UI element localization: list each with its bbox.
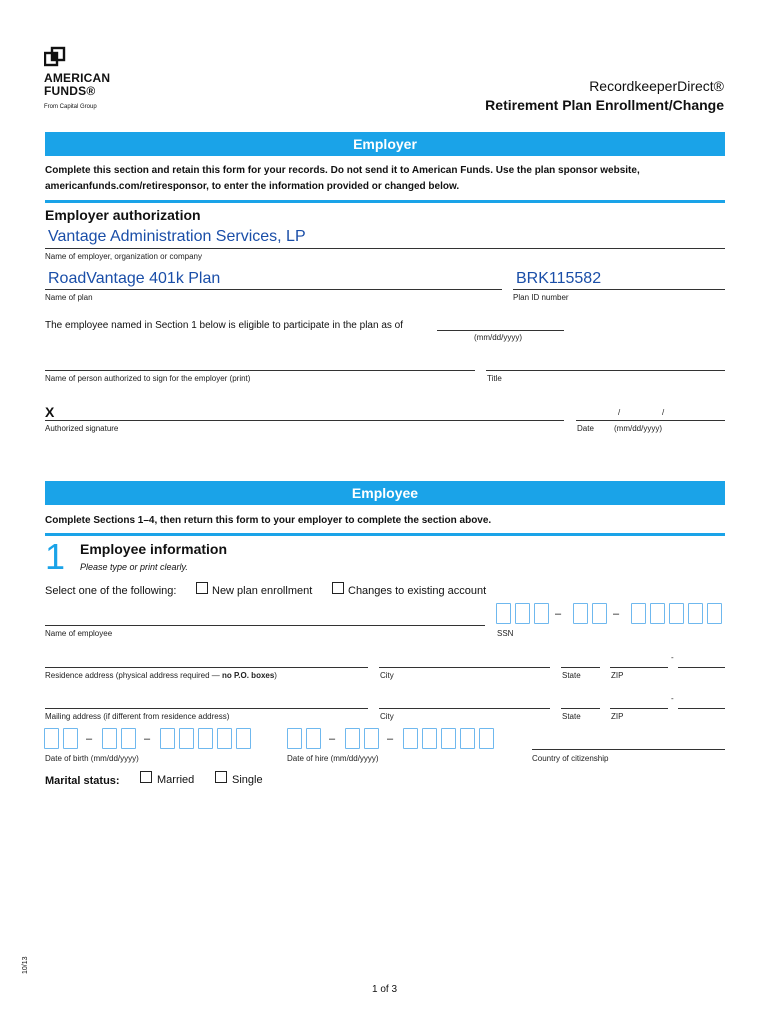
dob-digit-box[interactable]: [160, 728, 175, 749]
date-dash: –: [329, 733, 336, 745]
doh-digit-box[interactable]: [460, 728, 475, 749]
changes-existing-label: Changes to existing account: [348, 585, 487, 597]
date-caption: Date: [577, 424, 594, 433]
doh-digit-box[interactable]: [403, 728, 418, 749]
ssn-digit-box[interactable]: [650, 603, 665, 624]
mailing-address-field[interactable]: [45, 708, 368, 709]
section-divider: [45, 200, 725, 203]
dob-digit-box[interactable]: [121, 728, 136, 749]
section-number: 1: [45, 536, 66, 577]
residence-address-field[interactable]: [45, 667, 368, 668]
residence-zip-field[interactable]: [610, 667, 668, 668]
ssn-digit-box[interactable]: [707, 603, 722, 624]
signer-name-field[interactable]: [45, 370, 475, 371]
employer-section-bar: Employer: [45, 132, 725, 156]
product-name: RecordkeeperDirect®: [589, 78, 724, 94]
form-version-code: 10/13: [22, 956, 29, 974]
residence-city-field[interactable]: [379, 667, 550, 668]
american-funds-logo-icon: [44, 46, 66, 68]
date-slash: /: [618, 408, 621, 417]
new-enrollment-checkbox[interactable]: [196, 582, 208, 594]
eligibility-statement: The employee named in Section 1 below is eligible to participate in the plan as of: [45, 320, 403, 331]
ssn-digit-box[interactable]: [496, 603, 511, 624]
zip-dash: -: [671, 694, 674, 703]
zip-caption: ZIP: [611, 712, 624, 721]
employee-name-field[interactable]: [45, 625, 485, 626]
dob-digit-box[interactable]: [198, 728, 213, 749]
signer-title-field[interactable]: [486, 370, 725, 371]
date-of-hire-caption: Date of hire (mm/dd/yyyy): [287, 754, 379, 763]
section-subtitle: Please type or print clearly.: [80, 562, 188, 572]
mailing-zip-ext-field[interactable]: [678, 708, 725, 709]
new-enrollment-label: New plan enrollment: [212, 585, 313, 597]
mailing-city-field[interactable]: [379, 708, 550, 709]
employer-instructions: Complete this section and retain this form for your records. Do not send it to American Funds. Use the plan sponsor website, americanfunds.com/retiresponsor, to enter the information provided or changed below.: [45, 165, 640, 192]
country-of-citizenship-caption: Country of citizenship: [532, 754, 609, 763]
changes-existing-checkbox[interactable]: [332, 582, 344, 594]
plan-name-value: RoadVantage 401k Plan: [48, 270, 221, 287]
eligibility-date-field[interactable]: [437, 330, 564, 331]
date-format-caption: (mm/dd/yyyy): [614, 424, 662, 433]
doh-digit-box[interactable]: [441, 728, 456, 749]
form-title: Retirement Plan Enrollment/Change: [485, 97, 724, 113]
single-checkbox[interactable]: [215, 771, 227, 783]
ssn-digit-box[interactable]: [534, 603, 549, 624]
plan-id-field[interactable]: [513, 289, 725, 290]
ssn-digit-box[interactable]: [515, 603, 530, 624]
employee-information-heading: Employee information: [80, 541, 228, 557]
employer-authorization-heading: Employer authorization: [45, 207, 201, 223]
employer-name-value: Vantage Administration Services, LP: [48, 228, 306, 245]
state-caption: State: [562, 671, 581, 680]
ssn-dash: –: [613, 608, 620, 620]
date-slash: /: [662, 408, 665, 417]
doh-digit-box[interactable]: [306, 728, 321, 749]
employee-section-bar: Employee: [45, 481, 725, 505]
ssn-digit-box[interactable]: [631, 603, 646, 624]
employer-name-caption: Name of employer, organization or company: [45, 252, 202, 261]
mailing-address-caption: Mailing address (if different from residence address): [45, 712, 230, 721]
mailing-state-field[interactable]: [561, 708, 600, 709]
ssn-digit-box[interactable]: [592, 603, 607, 624]
residence-state-field[interactable]: [561, 667, 600, 668]
married-checkbox[interactable]: [140, 771, 152, 783]
zip-dash: -: [671, 653, 674, 662]
doh-digit-box[interactable]: [364, 728, 379, 749]
dob-digit-box[interactable]: [179, 728, 194, 749]
signer-title-caption: Title: [487, 374, 502, 383]
eligibility-date-caption: (mm/dd/yyyy): [474, 333, 522, 342]
marital-status-label: Marital status:: [45, 775, 120, 787]
state-caption: State: [562, 712, 581, 721]
authorized-signature-field[interactable]: [45, 420, 564, 421]
doh-digit-box[interactable]: [345, 728, 360, 749]
employee-instructions: Complete Sections 1–4, then return this form to your employer to complete the section above.: [45, 515, 492, 526]
doh-digit-box[interactable]: [479, 728, 494, 749]
authorized-signature-caption: Authorized signature: [45, 424, 119, 433]
plan-name-caption: Name of plan: [45, 293, 93, 302]
plan-id-caption: Plan ID number: [513, 293, 569, 302]
dob-digit-box[interactable]: [63, 728, 78, 749]
city-caption: City: [380, 712, 394, 721]
country-of-citizenship-field[interactable]: [532, 749, 725, 750]
date-dash: –: [86, 733, 93, 745]
dob-digit-box[interactable]: [217, 728, 232, 749]
date-dash: –: [144, 733, 151, 745]
dob-digit-box[interactable]: [236, 728, 251, 749]
doh-digit-box[interactable]: [422, 728, 437, 749]
employer-name-field[interactable]: [45, 248, 725, 249]
brand-subtitle: From Capital Group: [44, 104, 97, 110]
plan-id-value: BRK115582: [516, 270, 602, 287]
section-divider: [45, 533, 725, 536]
residence-zip-ext-field[interactable]: [678, 667, 725, 668]
date-of-birth-caption: Date of birth (mm/dd/yyyy): [45, 754, 139, 763]
date-dash: –: [387, 733, 394, 745]
page-number: 1 of 3: [372, 984, 398, 995]
dob-digit-box[interactable]: [102, 728, 117, 749]
city-caption: City: [380, 671, 394, 680]
brand-name: AMERICAN FUNDS®: [44, 71, 111, 98]
signature-date-field[interactable]: [576, 420, 725, 421]
ssn-digit-box[interactable]: [573, 603, 588, 624]
plan-name-field[interactable]: [45, 289, 502, 290]
employee-name-caption: Name of employee: [45, 629, 113, 638]
ssn-dash: –: [555, 608, 562, 620]
married-label: Married: [157, 774, 195, 786]
select-one-label: Select one of the following:: [45, 585, 177, 597]
residence-address-caption: Residence address (physical address required — no P.O. boxes): [45, 671, 277, 680]
mailing-zip-field[interactable]: [610, 708, 668, 709]
single-label: Single: [232, 774, 263, 786]
doh-digit-box[interactable]: [287, 728, 302, 749]
ssn-digit-box[interactable]: [688, 603, 703, 624]
ssn-digit-box[interactable]: [669, 603, 684, 624]
ssn-caption: SSN: [497, 629, 514, 638]
zip-caption: ZIP: [611, 671, 624, 680]
signer-name-caption: Name of person authorized to sign for the employer (print): [45, 374, 251, 383]
dob-digit-box[interactable]: [44, 728, 59, 749]
signature-x-mark: X: [45, 404, 55, 420]
